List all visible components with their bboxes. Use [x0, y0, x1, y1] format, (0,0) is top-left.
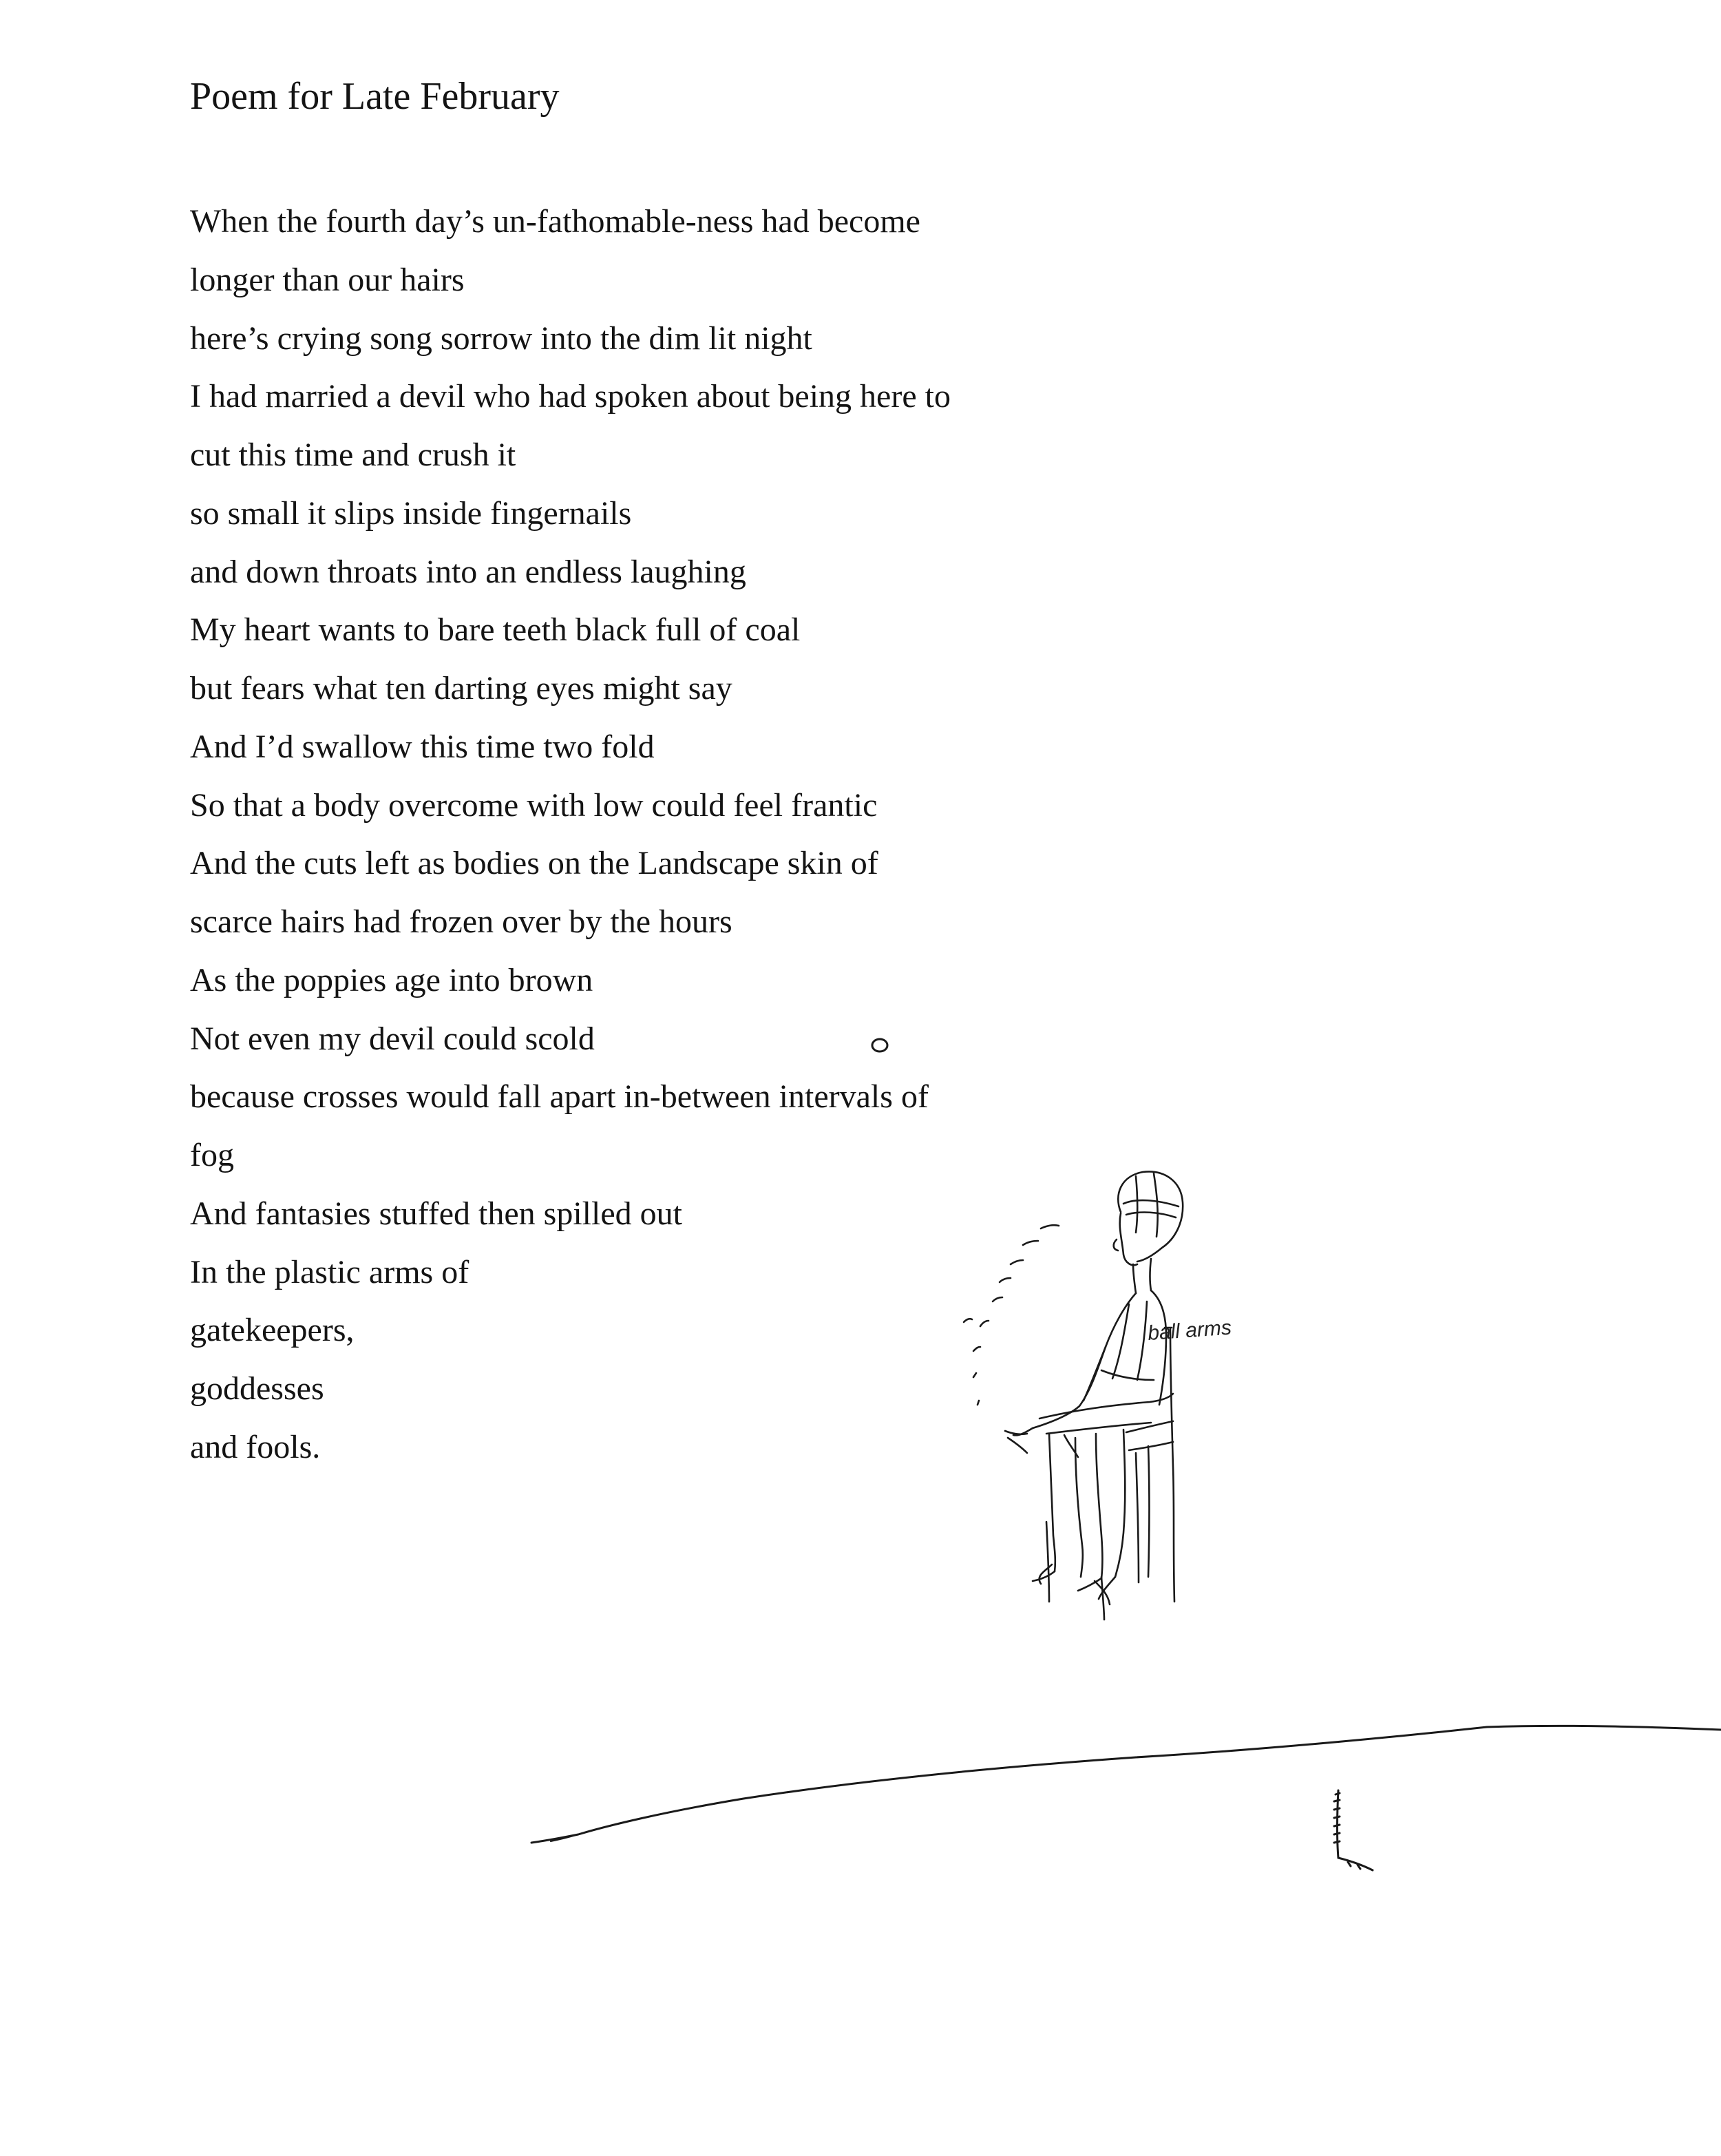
poem-line: And the cuts left as bodies on the Landscape skin of — [190, 845, 878, 882]
poem-line: because crosses would fall apart in-between intervals of — [190, 1078, 929, 1116]
poem-line: So that a body overcome with low could feel frantic — [190, 786, 878, 824]
poem-line: goddesses — [190, 1370, 324, 1407]
poem-line: but fears what ten darting eyes might say — [190, 670, 732, 707]
poem-line: gatekeepers, — [190, 1312, 355, 1349]
post-sketch — [1334, 1790, 1373, 1870]
poem-title: Poem for Late February — [190, 75, 560, 118]
sketch-label: ball arms — [1147, 1316, 1232, 1345]
poem-line: And fantasies stuffed then spilled out — [190, 1195, 682, 1232]
poem-line: scarce hairs had frozen over by the hours — [190, 903, 732, 940]
poem-line: My heart wants to bare teeth black full of coal — [190, 611, 801, 649]
poem-line: here’s crying song sorrow into the dim lit night — [190, 320, 812, 357]
poem-line: And I’d swallow this time two fold — [190, 728, 655, 765]
horizon-line — [531, 1726, 1721, 1843]
poem-line: As the poppies age into brown — [190, 961, 593, 998]
poem-body — [190, 196, 951, 1480]
poem-line: and fools. — [190, 1428, 321, 1465]
poem-line: cut this time and crush it — [190, 437, 516, 473]
poem-line: longer than our hairs — [190, 261, 465, 298]
poem-line: When the fourth day’s un-fathomable-ness had become — [190, 203, 920, 240]
poem-line: I had married a devil who had spoken about being here to — [190, 378, 951, 415]
poem-line: so small it slips inside fingernails — [190, 494, 632, 532]
poem-line: fog — [190, 1137, 234, 1173]
seated-figure-sketch — [964, 1171, 1183, 1620]
poem-line: Not even my devil could scold — [190, 1020, 595, 1057]
poem-line: and down throats into an endless laughing — [190, 553, 746, 590]
poem-line: In the plastic arms of — [190, 1253, 469, 1290]
